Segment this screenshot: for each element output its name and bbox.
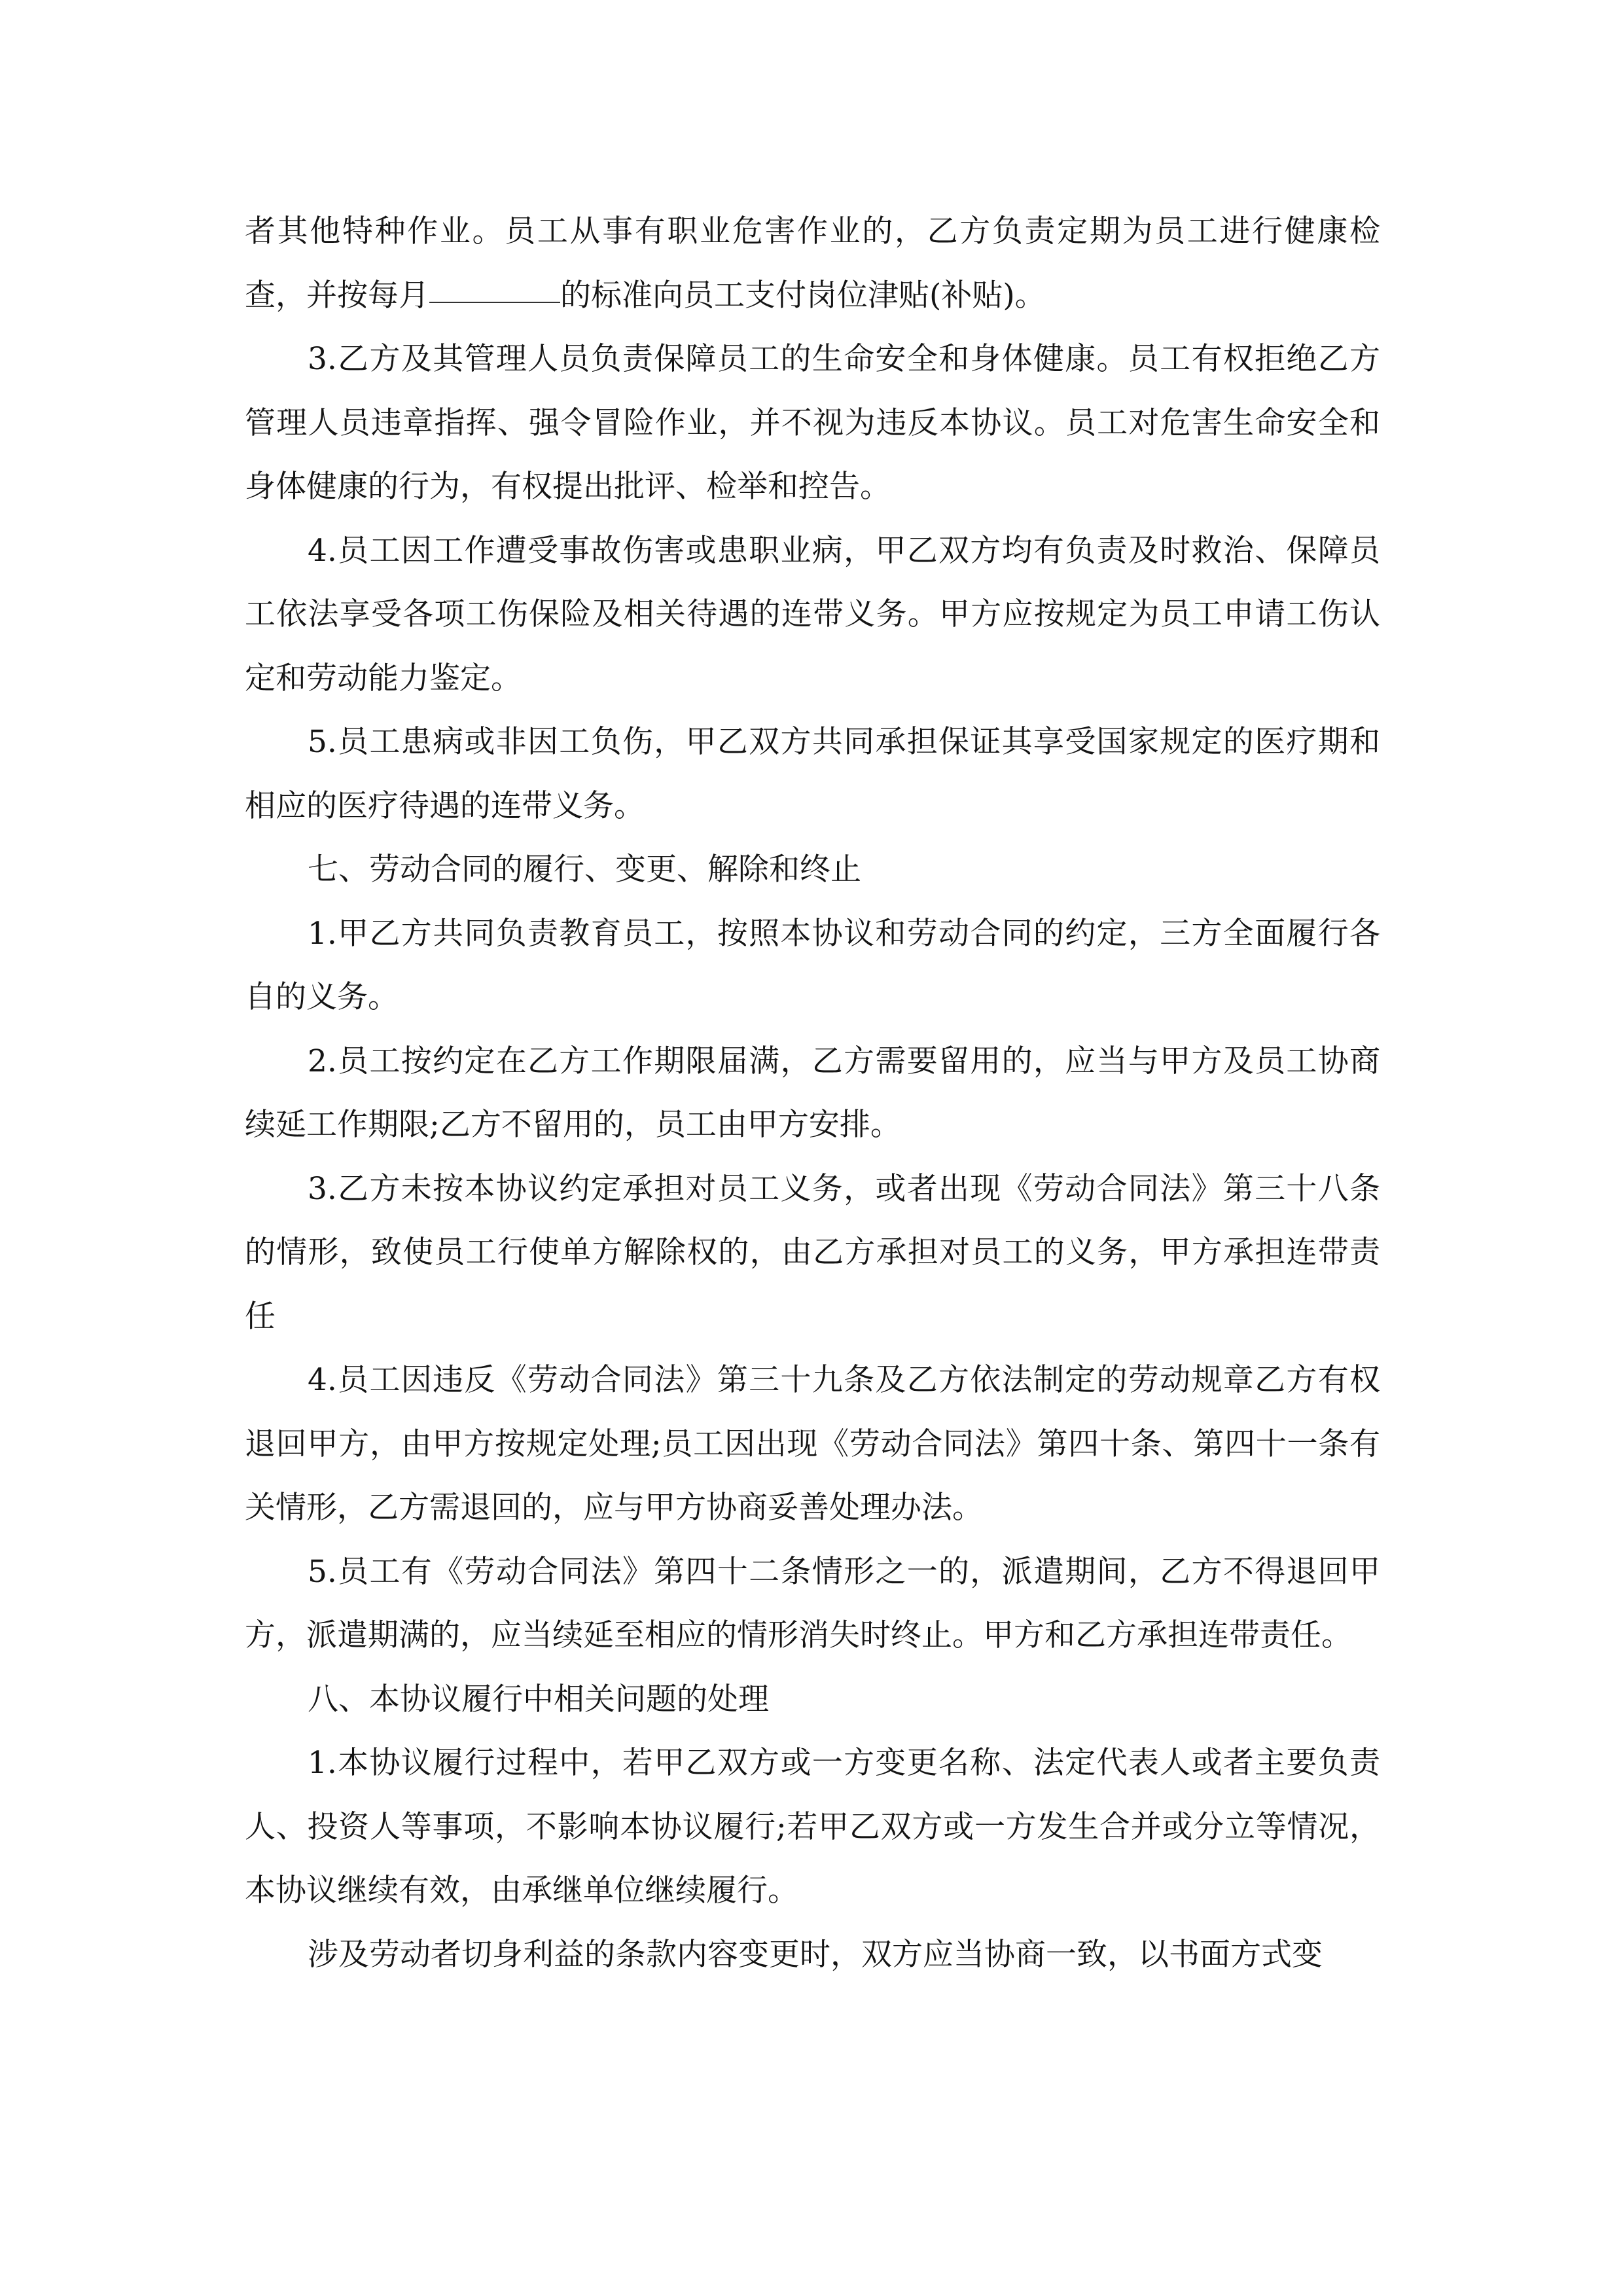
document-body bbox=[245, 200, 1380, 1986]
paragraph-continuation: 涉及劳动者切身利益的条款内容变更时，双方应当协商一致，以书面方式变 bbox=[308, 1936, 1323, 1973]
paragraph-clause-7-2: 2.员工按约定在乙方工作期限届满，乙方需要留用的，应当与甲方及员工协商续延工作期限;乙方不留用的，员工由甲方安排。 bbox=[245, 1043, 1380, 1143]
fill-in-blank bbox=[429, 301, 560, 303]
paragraph-text: 者其他特种作业。员工从事有职业危害作业的，乙方负责定期为员工进行健康检查，并按每月 bbox=[245, 213, 1380, 314]
paragraph-clause-6-3: 3.乙方及其管理人员负责保障员工的生命安全和身体健康。员工有权拒绝乙方管理人员违章指挥、强令冒险作业，并不视为违反本协议。员工对危害生命安全和身体健康的行为，有权提出批评、检举和控告。 bbox=[245, 341, 1380, 505]
section-heading-8: 八、本协议履行中相关问题的处理 bbox=[308, 1681, 769, 1717]
paragraph-clause-7-5: 5.员工有《劳动合同法》第四十二条情形之一的，派遣期间，乙方不得退回甲方，派遣期满的，应当续延至相应的情形消失时终止。甲方和乙方承担连带责任。 bbox=[245, 1553, 1380, 1653]
paragraph-clause-6-5: 5.员工患病或非因工负伤，甲乙双方共同承担保证其享受国家规定的医疗期和相应的医疗待遇的连带义务。 bbox=[245, 724, 1380, 824]
paragraph-clause-7-1: 1.甲乙方共同负责教育员工，按照本协议和劳动合同的约定，三方全面履行各自的义务。 bbox=[245, 915, 1380, 1015]
paragraph-text: 的标准向员工支付岗位津贴(补贴)。 bbox=[560, 277, 1046, 314]
paragraph-occupational-hazard bbox=[245, 200, 1380, 327]
paragraph-clause-7-3: 3.乙方未按本协议约定承担对员工义务，或者出现《劳动合同法》第三十八条的情形，致使员工行使单方解除权的，由乙方承担对员工的义务，甲方承担连带责任 bbox=[245, 1170, 1380, 1335]
paragraph-clause-6-4: 4.员工因工作遭受事故伤害或患职业病，甲乙双方均有负责及时救治、保障员工依法享受各项工伤保险及相关待遇的连带义务。甲方应按规定为员工申请工伤认定和劳动能力鉴定。 bbox=[245, 532, 1380, 696]
paragraph-clause-8-1: 1.本协议履行过程中，若甲乙双方或一方变更名称、法定代表人或者主要负责人、投资人等事项，不影响本协议履行;若甲乙双方或一方发生合并或分立等情况，本协议继续有效，由承继单位继续履行。 bbox=[245, 1745, 1380, 1909]
paragraph-clause-7-4: 4.员工因违反《劳动合同法》第三十九条及乙方依法制定的劳动规章乙方有权退回甲方，由甲方按规定处理;员工因出现《劳动合同法》第四十条、第四十一条有关情形，乙方需退回的，应与甲方协商妥善处理办法。 bbox=[245, 1362, 1380, 1526]
section-heading-7: 七、劳动合同的履行、变更、解除和终止 bbox=[308, 852, 861, 888]
